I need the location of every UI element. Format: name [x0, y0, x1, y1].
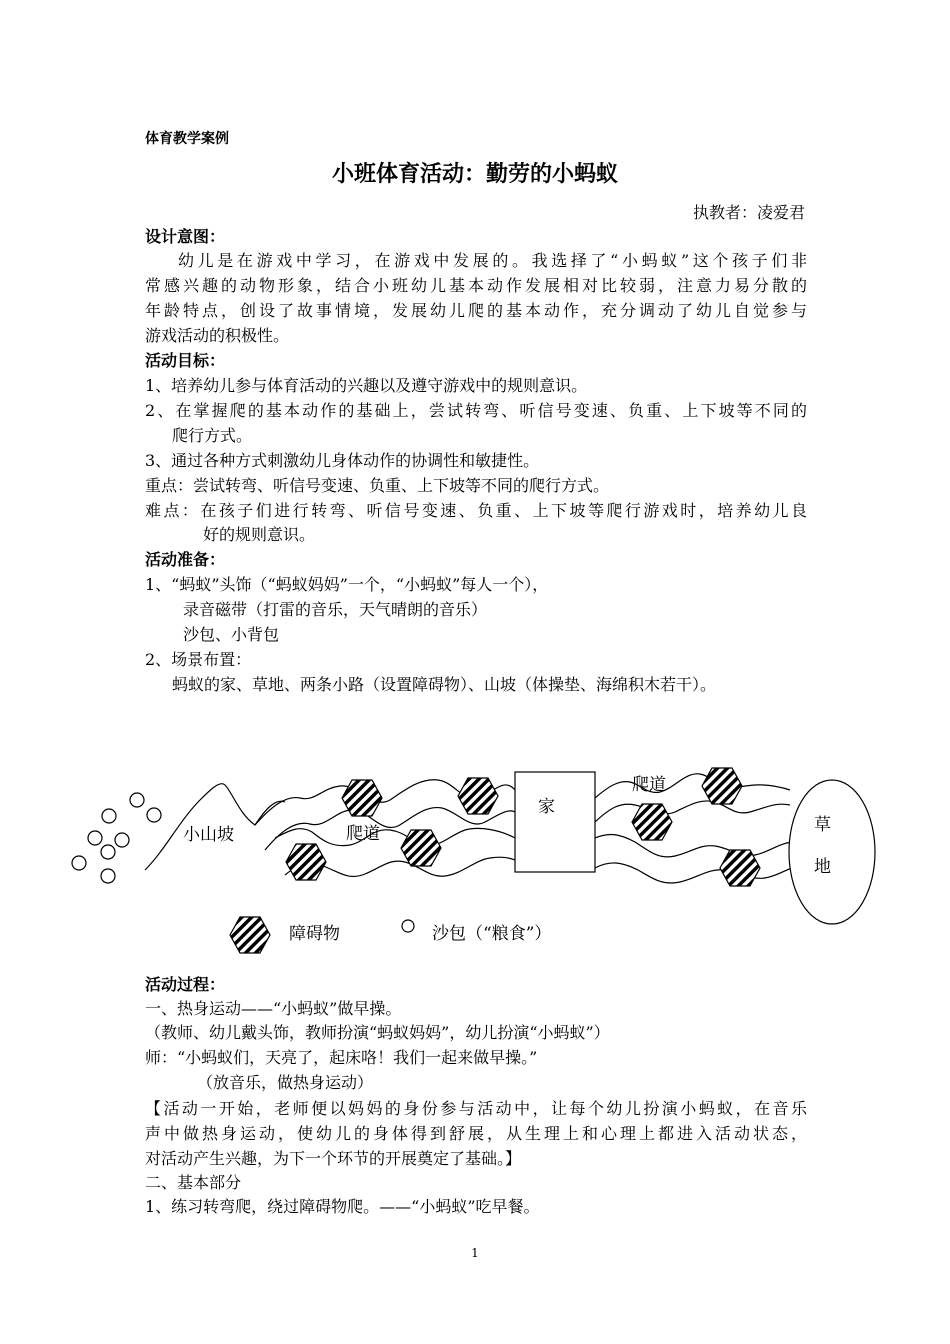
obstacle	[286, 844, 326, 880]
legend-sandbag-swatch	[402, 920, 414, 932]
home-label: 家	[538, 797, 555, 817]
right-path-lower	[595, 835, 795, 857]
author-line: 执教者：凌爱君	[692, 203, 805, 222]
right-path-upper	[595, 774, 790, 798]
prep-item-1-tape: 录音磁带（打雷的音乐，天气晴朗的音乐）	[183, 600, 488, 619]
scene-diagram	[60, 750, 900, 970]
home-box	[515, 772, 595, 872]
process-line-4: （放音乐，做热身运动）	[197, 1073, 374, 1092]
design-heading: 设计意图：	[145, 227, 226, 246]
process-heading: 活动过程：	[145, 975, 226, 994]
difficulty-point: 难点：在孩子们进行转弯、听信号变速、负重、上下坡等爬行游戏时，培养幼儿良	[145, 501, 807, 520]
goals-heading: 活动目标：	[145, 351, 226, 370]
grass-label-2: 地	[814, 857, 831, 877]
lower-path-top	[275, 828, 515, 845]
process-note-2: 声中做热身运动，使幼儿的身体得到舒展，从生理上和心理上都进入活动状态，	[145, 1124, 807, 1143]
prep-item-2: 2、场景布置：	[145, 650, 252, 669]
process-line-2: （教师、幼儿戴头饰，教师扮演“蚂蚁妈妈”，幼儿扮演“小蚂蚁”）	[145, 1023, 610, 1042]
prep-item-2-scene: 蚂蚁的家、草地、两条小路（设置障碍物）、山坡（体操垫、海绵积木若干）。	[172, 675, 717, 694]
process-note-1: 【活动一开始，老师便以妈妈的身份参与活动中，让每个幼儿扮演小蚂蚁，在音乐	[145, 1099, 807, 1118]
process-note-3: 对活动产生兴趣，为下一个环节的开展奠定了基础。】	[145, 1149, 522, 1168]
prep-item-1-bags: 沙包、小背包	[183, 625, 280, 644]
upper-path-label: 爬道	[632, 775, 666, 795]
obstacle	[632, 804, 672, 840]
legend-sandbag-label: 沙包（“粮食”）	[432, 924, 552, 944]
category-label: 体育教学案例	[145, 131, 229, 147]
design-line-4: 游戏活动的积极性。	[145, 326, 290, 345]
hill-label: 小山坡	[183, 825, 234, 845]
key-point: 重点：尝试转弯、听信号变速、负重、上下坡等不同的爬行方式。	[145, 476, 610, 495]
design-line-3: 年龄特点，创设了故事情境，发展幼儿爬的基本动作，充分调动了幼儿自觉参与	[145, 301, 807, 320]
prep-heading: 活动准备：	[145, 550, 226, 569]
goal-item-2: 2、在掌握爬的基本动作的基础上，尝试转弯、听信号变速、负重、上下坡等不同的	[145, 401, 807, 420]
design-line-2: 常感兴趣的动物形象，结合小班幼儿基本动作发展相对比较弱，注意力易分散的	[145, 276, 807, 295]
design-line-1: 幼儿是在游戏中学习，在游戏中发展的。我选择了“小蚂蚁”这个孩子们非	[178, 251, 807, 270]
right-path-upper-2	[595, 801, 790, 822]
grass-area	[789, 780, 875, 924]
goal-item-3: 3、通过各种方式刺激幼儿身体动作的协调性和敏捷性。	[145, 451, 540, 470]
difficulty-point-cont: 好的规则意识。	[203, 525, 316, 544]
obstacle	[401, 830, 441, 866]
goal-item-1: 1、培养幼儿参与体育活动的兴趣以及遵守游戏中的规则意识。	[145, 376, 588, 395]
process-line-6: 1、练习转弯爬，绕过障碍物爬。——“小蚂蚁”吃早餐。	[145, 1197, 540, 1216]
page-title: 小班体育活动：勤劳的小蚂蚁	[331, 162, 618, 187]
prep-item-1: 1、“蚂蚁”头饰（“蚂蚁妈妈”一个，“小蚂蚁”每人一个），	[145, 575, 549, 594]
right-path-lower-2	[595, 863, 798, 883]
legend-obstacle-label: 障碍物	[289, 924, 340, 944]
sandbag-group	[72, 793, 161, 883]
lower-path-label: 爬道	[346, 824, 380, 844]
process-line-1: 一、热身运动——“小蚂蚁”做早操。	[145, 999, 402, 1018]
goal-item-2-cont: 爬行方式。	[172, 426, 253, 445]
legend-obstacle-swatch	[230, 917, 270, 953]
obstacle	[458, 778, 498, 814]
page-number: 1	[471, 1246, 479, 1260]
obstacle	[702, 768, 742, 804]
process-line-3: 师：“小蚂蚁们，天亮了，起床咯！我们一起来做早操。”	[145, 1048, 538, 1067]
grass-label-1: 草	[814, 815, 831, 835]
process-line-5: 二、基本部分	[145, 1173, 242, 1192]
